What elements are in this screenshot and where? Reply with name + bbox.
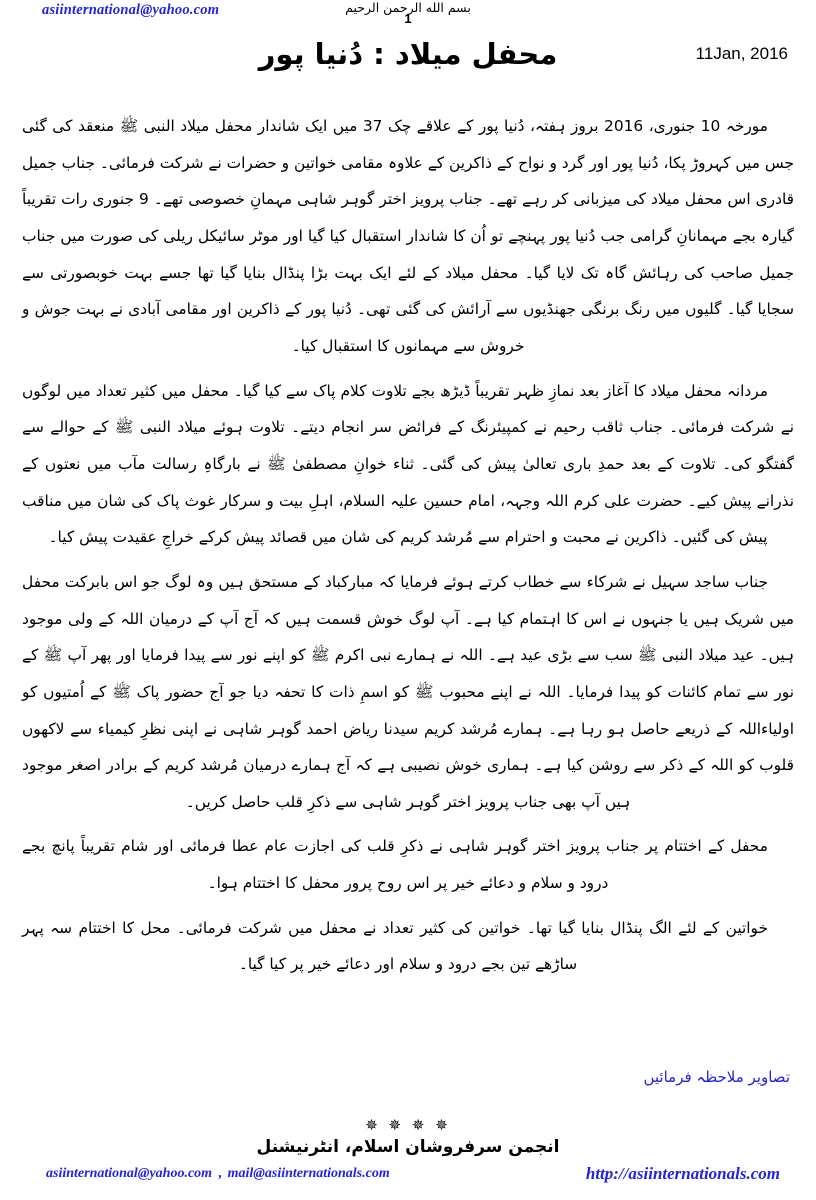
body-paragraph-4: محفل کے اختتام پر جناب پرویز اختر گوہر شاہی نے ذکرِ قلب کی اجازت عام عطا فرمائی اور شام تقریباً پانچ بجے درود و سلام و دعائے خیر پر اس روح پرور محفل کا اختتام ہوا۔ <box>22 837 768 893</box>
footer-contacts <box>0 1166 816 1188</box>
header-email-link[interactable]: asiinternational@yahoo.com <box>42 2 220 18</box>
body-paragraph-5: خواتین کے لئے الگ پنڈال بنایا گیا تھا۔ خواتین کی کثیر تعداد نے محفل میں شرکت فرمائی۔ محل کا اختتام سہ پہر ساڑھے تین بجے درود و سلام اور دعائے خیر پر کیا گیا۔ <box>22 918 768 974</box>
footer-email-primary[interactable]: asiinternational@yahoo.com <box>46 1166 213 1181</box>
page-number: 1 <box>404 10 412 26</box>
bismillah-block <box>0 1 816 25</box>
view-photos-link[interactable]: تصاویر ملاحظہ فرمائیں <box>643 1068 790 1086</box>
publication-date: 11Jan, 2016 <box>695 44 788 63</box>
footer-website-link[interactable]: http://asiinternationals.com <box>585 1164 780 1183</box>
page-footer <box>0 1117 816 1188</box>
bismillah-text: بسم الله الرحمن الرحيم <box>345 0 471 15</box>
ornament-divider: ✵ ✵ ✵ ✵ <box>365 1115 451 1134</box>
page-title: محفل میلاد : دُنیا پور <box>258 37 558 71</box>
footer-email-separator: , <box>218 1166 222 1181</box>
body-paragraph-2: مردانہ محفل میلاد کا آغاز بعد نمازِ ظہر تقریباً ڈیڑھ بجے تلاوت کلام پاک سے کیا گیا۔ محفل میں کثیر تعداد میں لوگوں نے شرکت فرمائی۔ جناب ثاقب رحیم نے کمپیئرنگ کے فرائض سر انجام دیتے۔ تلاوت ہوئے میلاد النبی ﷺ کے حوالے سے گفتگو کی۔ تلاوت کے بعد حمدِ باری تعالیٰ پیش کی گئی۔ ثناء خوانِ مصطفیٰ ﷺ نے بارگاہِ رسالت مآب میں نعتوں کے نذرانے پیش کیے۔ حضرت علی کرم اللہ وجہہ، امام حسین علیہ السلام، اہلِ بیت و سرکار غوث پاک کی شان میں مناقب پیش کی گئیں۔ ذاکرین نے محبت و احترام سے مُرشد کریم کی شان میں قصائد پیش کرکے خراجِ عقیدت پیش کیا۔ <box>22 381 794 547</box>
footer-email-group <box>46 1166 390 1182</box>
body-paragraph-3: جناب ساجد سہیل نے شرکاء سے خطاب کرتے ہوئے فرمایا کہ مبارکباد کے مستحق ہیں وہ لوگ جو اس بابرکت محفل میں شریک ہیں یا جنہوں نے اس کا اہتمام کیا ہے۔ آپ لوگ خوش قسمت ہیں کہ آج آپ کے درمیان اللہ کے ولی موجود ہیں۔ عید میلاد النبی ﷺ سب سے بڑی عید ہے۔ اللہ نے ہمارے نبی اکرم ﷺ کو اپنے نور سے پیدا فرمایا اور پھر آپ ﷺ کے نور سے تمام کائنات کو پیدا فرمایا۔ اللہ نے اپنے محبوب ﷺ کو اسمِ ذات کا تحفہ دیا جو آج حضور پاک ﷺ کے اُمتیوں کو اولیاءاللہ کے ذریعے حاصل ہو رہا ہے۔ ہمارے مُرشد کریم سیدنا ریاض احمد گوہر شاہی نے اپنی نظرِ کیمیاء سے لاکھوں قلوب کو اللہ کے ذکر سے روشن کیا ہے۔ ہماری خوش نصیبی ہے کہ آج ہمارے درمیان مُرشد کریم کے برادر اصغر موجود ہیں آپ بھی جناب پرویز اختر گوہر شاہی سے ذکرِ قلب حاصل کریں۔ <box>22 572 794 811</box>
organization-name: انجمن سرفروشان اسلام، انٹرنیشنل <box>256 1137 560 1158</box>
article-body <box>22 108 794 1088</box>
page-header <box>0 0 816 104</box>
body-paragraph-1: مورخہ 10 جنوری، 2016 بروز ہفتہ، دُنیا پور کے علاقے چک 37 میں ایک شاندار محفل میلاد النبی ﷺ منعقد کی گئی جس میں کہروڑ پکا، دُنیا پور اور گرد و نواح کے ذاکرین کے علاوہ مقامی خواتین و حضرات نے شرکت فرمائی۔ جناب جمیل قادری اس محفل میلاد کی میزبانی کر رہے تھے۔ جناب پرویز اختر گوہر شاہی مہمانِ خصوصی تھے۔ 9 جنوری رات تقریباً گیارہ بجے مہمانانِ گرامی جب دُنیا پور پہنچے تو اُن کا شاندار استقبال کیا گیا اور موٹر سائیکل ریلی کی صورت میں جناب جمیل صاحب کی رہائش گاہ تک لایا گیا۔ محفل میلاد کے لئے ایک بہت بڑا پنڈال بنایا گیا تھا جسے بہت خوبصورتی سے سجایا گیا۔ گلیوں میں رنگ برنگی جھنڈیوں سے آرائش کی گئی تھی۔ دُنیا پور کے ذاکرین اور مقامی آبادی نے بہت جوش و خروش سے مہمانوں کا استقبال کیا۔ <box>22 117 795 355</box>
footer-email-secondary[interactable]: mail@asiinternationals.com <box>227 1166 390 1181</box>
